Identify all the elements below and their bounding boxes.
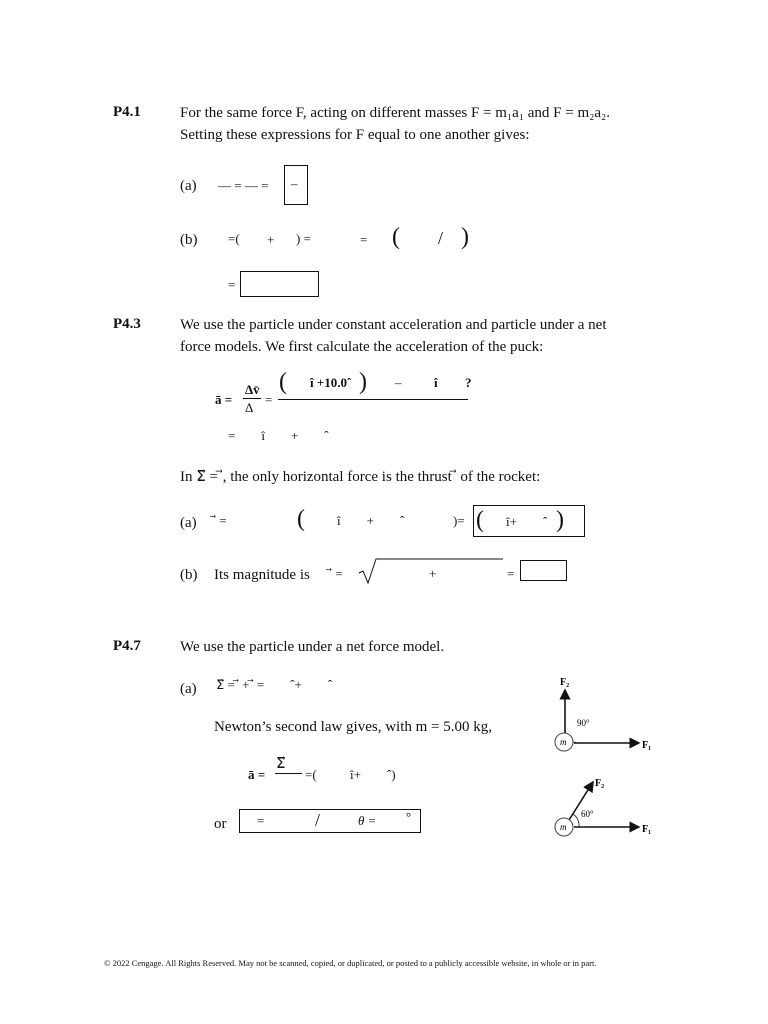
p43-accel-main-fraction-bar <box>278 399 468 400</box>
p43-accel-delta-t: Δ <box>245 400 254 415</box>
p43-part-b-label: (b) <box>180 567 198 583</box>
p47-accel-fraction-bar <box>275 773 302 774</box>
p47-accel-lhs: ā = <box>248 767 266 782</box>
p43-accel-question: ? <box>465 375 472 390</box>
p41-intro-line1: For the same force F, acting on different masses F = m₁a₁ and F = m₂a₂. <box>180 105 611 121</box>
p43-part-a-answer-box <box>473 505 585 537</box>
mass-label-60: m <box>560 822 567 832</box>
p43-part-b-eq: ⃗ = <box>332 566 343 581</box>
p41-part-b-close-paren: ) <box>461 224 469 250</box>
p41-part-b-slash: / <box>438 228 444 248</box>
p43-accel-numerator: î +10.0ˆ <box>310 375 352 390</box>
p43-accel-eq: = <box>265 392 273 407</box>
copyright-footer: © 2022 Cengage. All Rights Reserved. May not be scanned, copied, or duplicated, or posted to a publicly accessible website, in whole or in part. <box>104 958 597 968</box>
p43-accel-delta-v: Δv̄ <box>245 382 260 397</box>
p47-box-slash: / <box>315 810 321 830</box>
mass-label-90: m <box>560 737 567 747</box>
p47-newton-sentence: Newton’s second law gives, with m = 5.00 kg, <box>214 719 493 735</box>
p47-box-degree: ° <box>406 809 412 824</box>
p43-thrust-sentence: In Σ⃗ = ⃗, the only horizontal force is the thrust ⃗ of the rocket: <box>180 469 541 485</box>
p47-accel-eq: =( <box>305 767 317 782</box>
p47-force-diagram-60 <box>545 770 660 845</box>
p41-part-a-equation: — = — = <box>218 178 269 193</box>
p47-accel-terms: î+ ˆ) <box>350 767 396 782</box>
angle-label-90: 90° <box>577 718 590 728</box>
p43-part-a-open-paren: ( <box>297 506 305 532</box>
p47-answer-box <box>239 809 421 833</box>
p43-part-a-close: )= <box>453 513 465 528</box>
p43-accel-minus: – <box>395 375 402 390</box>
p41-part-b-label: (b) <box>180 232 198 248</box>
p47-force-diagram-90 <box>545 672 660 762</box>
p47-part-a-label: (a) <box>180 681 197 697</box>
f2-label-60: F₂ <box>595 778 605 789</box>
p41-part-b-eq3: = <box>360 232 368 247</box>
p43-accel-i-hat: î <box>434 375 438 390</box>
p43-part-b-plus: + <box>429 566 437 581</box>
p43-part-b-answer-box <box>520 560 567 581</box>
p43-part-a-terms: î + ˆ <box>337 513 405 528</box>
p43-part-b-result-eq: = <box>507 566 515 581</box>
problem-number-p41: P4.1 <box>113 104 141 120</box>
p41-part-a-label: (a) <box>180 178 197 194</box>
p41-part-b-answer-box <box>240 271 319 297</box>
p41-part-a-answer-box <box>284 165 308 205</box>
p41-part-a-box-content: – <box>291 176 298 191</box>
p47-intro-line1: We use the particle under a net force model. <box>180 639 445 655</box>
p41-part-b-eq2: ) = <box>296 231 311 246</box>
p43-part-a-box-close-paren: ) <box>556 507 564 533</box>
p47-box-theta: θ = <box>358 813 377 828</box>
p47-part-a-equation: Σ⃗ = ⃗ + ⃗ = ˆ+ ˆ <box>216 677 333 692</box>
p43-accel-open-paren: ( <box>279 369 287 395</box>
p41-part-b-result-eq: = <box>228 277 236 292</box>
f1-label-60: F₁ <box>642 824 652 835</box>
p43-accel-close-paren: ) <box>359 369 367 395</box>
p47-box-eq: = <box>257 813 265 828</box>
p43-part-a-box-open-paren: ( <box>476 507 484 533</box>
p43-part-a-eq: ⃗ = <box>216 513 227 528</box>
p43-intro-line1: We use the particle under constant acceleration and particle under a net <box>180 317 607 333</box>
p43-accel-lhs: ā = <box>215 392 233 407</box>
p43-part-a-label: (a) <box>180 515 197 531</box>
f1-label-90: F₁ <box>642 740 652 751</box>
p43-part-b-text: Its magnitude is <box>214 567 310 583</box>
p43-part-a-box-content: î+ ˆ <box>506 514 548 529</box>
p43-intro-line2: force models. We first calculate the acceleration of the puck: <box>180 339 544 355</box>
problem-number-p47: P4.7 <box>113 638 141 654</box>
p41-intro-line2: Setting these expressions for F equal to one another gives: <box>180 127 530 143</box>
p47-or-label: or <box>214 816 227 832</box>
p43-accel-fraction-bar <box>243 398 261 399</box>
p41-part-b-plus: + <box>267 232 275 247</box>
angle-arc-60 <box>573 814 579 827</box>
problem-number-p43: P4.3 <box>113 316 141 332</box>
p43-accel-result-line: = î + ˆ <box>228 428 329 443</box>
p47-accel-numerator: Σ⃗ <box>276 756 286 772</box>
f2-label-90: F₂ <box>560 677 570 688</box>
p41-part-b-open-paren: ( <box>392 224 400 250</box>
angle-label-60: 60° <box>581 809 594 819</box>
p41-part-b-eq1: =( <box>228 231 240 246</box>
